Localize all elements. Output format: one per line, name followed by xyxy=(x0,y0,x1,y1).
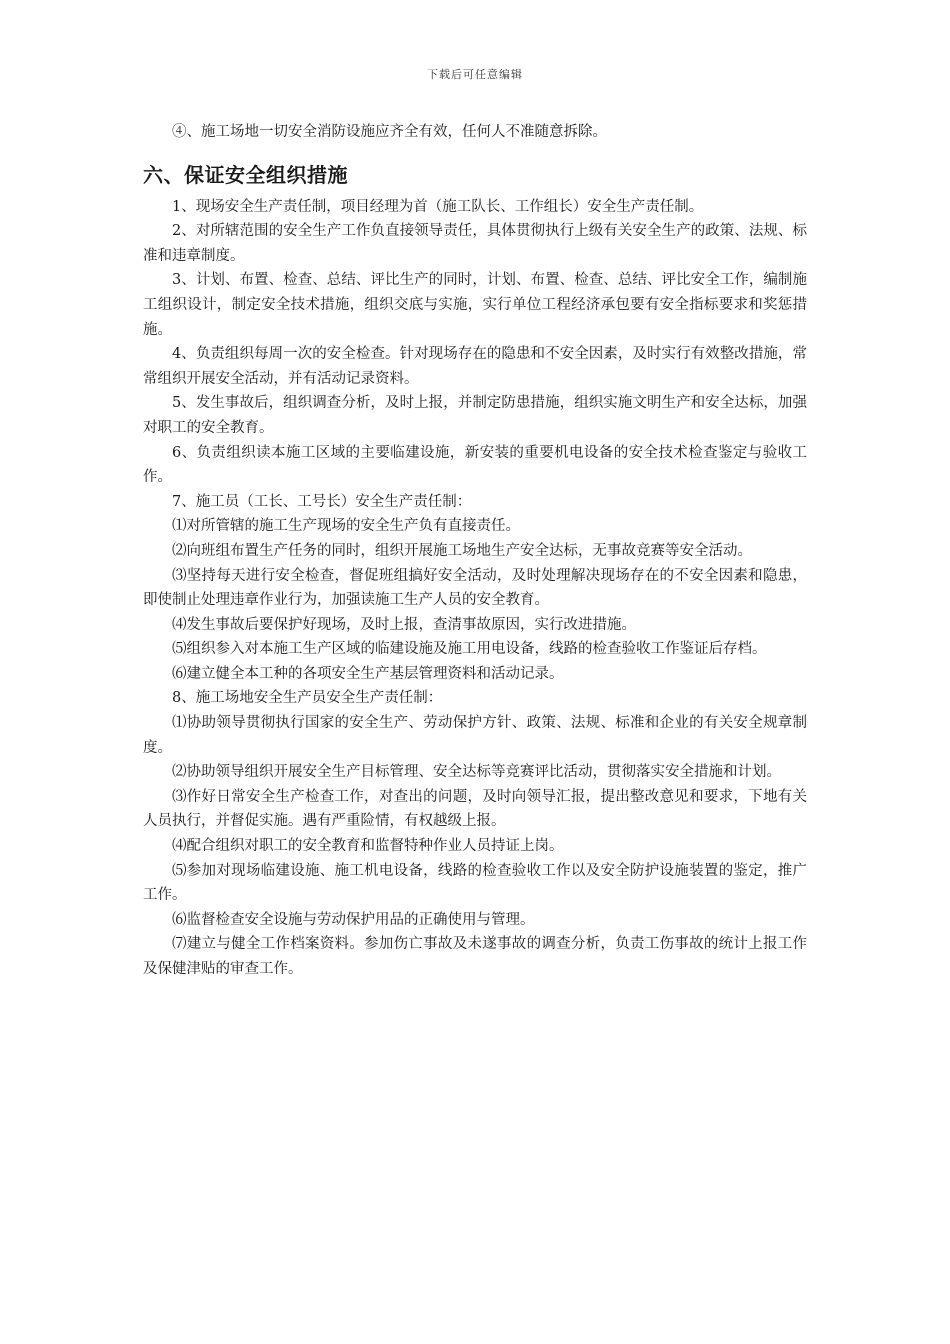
paragraph: ⑹监督检查安全设施与劳动保护用品的正确使用与管理。 xyxy=(172,911,535,928)
paragraph: ⑷配合组织对职工的安全教育和监督特种作业人员持证上岗。 xyxy=(172,838,564,855)
paragraph: 3、计划、布置、检查、总结、评比生产的同时，计划、布置、检查、总结、评比安全工作，编制施工组织设计，制定安全技术措施，组织交底与实施，实行单位工程经济承包要有安全指标要求和奖惩措施。 xyxy=(143,272,807,338)
section-title: 六、保证安全组织措施 xyxy=(143,162,348,187)
paragraph: ⑶坚持每天进行安全检查，督促班组搞好安全活动，及时处理解决现场存在的不安全因素和隐患，即使制止处理违章作业行为，加强读施工生产人员的安全教育。 xyxy=(143,567,807,609)
paragraph: ⑵协助领导组织开展安全生产目标管理、安全达标等竞赛评比活动，贯彻落实安全措施和计划。 xyxy=(172,764,781,781)
paragraph: ⑺建立与健全工作档案资料。参加伤亡事故及未遂事故的调查分析，负责工伤事故的统计上报工作及保健津贴的审查工作。 xyxy=(143,936,807,977)
paragraph: 6、负责组织读本施工区域的主要临建设施，新安装的重要机电设备的安全技术检查鉴定与验收工作。 xyxy=(143,444,807,486)
paragraph: 7、施工员（工长、工号长）安全生产责任制： xyxy=(172,493,472,510)
paragraph: ⑸组织参入对本施工生产区域的临建设施及施工用电设备，线路的检查验收工作鉴证后存档。 xyxy=(172,641,767,658)
paragraph: 2、对所辖范围的安全生产工作负直接领导责任，具体贯彻执行上级有关安全生产的政策、法规、标准和违章制度。 xyxy=(143,223,807,264)
paragraph: 8、施工场地安全生产员安全生产责任制： xyxy=(172,690,443,707)
paragraph: ⑴对所管辖的施工生产现场的安全生产负有直接责任。 xyxy=(172,518,520,535)
header-note: 下载后可任意编辑 xyxy=(427,68,523,81)
paragraph: ⑶作好日常安全生产检查工作，对查出的问题，及时向领导汇报，提出整改意见和要求，下地有关人员执行，并督促实施。遇有严重险情，有权越级上报。 xyxy=(143,788,807,830)
paragraph: ⑷发生事故后要保护好现场，及时上报，查清事故原因，实行改进措施。 xyxy=(172,616,636,633)
paragraph: 5、发生事故后，组织调查分析，及时上报，并制定防患措施，组织实施文明生产和安全达标，加强对职工的安全教育。 xyxy=(143,395,807,436)
paragraph: 1、现场安全生产责任制，项目经理为首（施工队长、工作组长）安全生产责任制。 xyxy=(172,198,704,215)
document-body xyxy=(143,120,807,982)
paragraph: ⑸参加对现场临建设施、施工机电设备，线路的检查验收工作以及安全防护设施装置的鉴定，推广工作。 xyxy=(143,862,807,904)
paragraph: ⑵向班组布置生产任务的同时，组织开展施工场地生产安全达标，无事故竞赛等安全活动。 xyxy=(172,542,752,559)
intro-paragraph: ④、施工场地一切安全消防设施应齐全有效，任何人不准随意拆除。 xyxy=(172,124,607,140)
paragraph: ⑴协助领导贯彻执行国家的安全生产、劳动保护方针、政策、法规、标准和企业的有关安全规章制度。 xyxy=(143,715,807,756)
paragraph: ⑹建立健全本工种的各项安全生产基层管理资料和活动记录。 xyxy=(172,665,564,682)
paragraph: 4、负责组织每周一次的安全检查。针对现场存在的隐患和不安全因素，及时实行有效整改措施，常常组织开展安全活动，并有活动记录资料。 xyxy=(143,346,807,387)
